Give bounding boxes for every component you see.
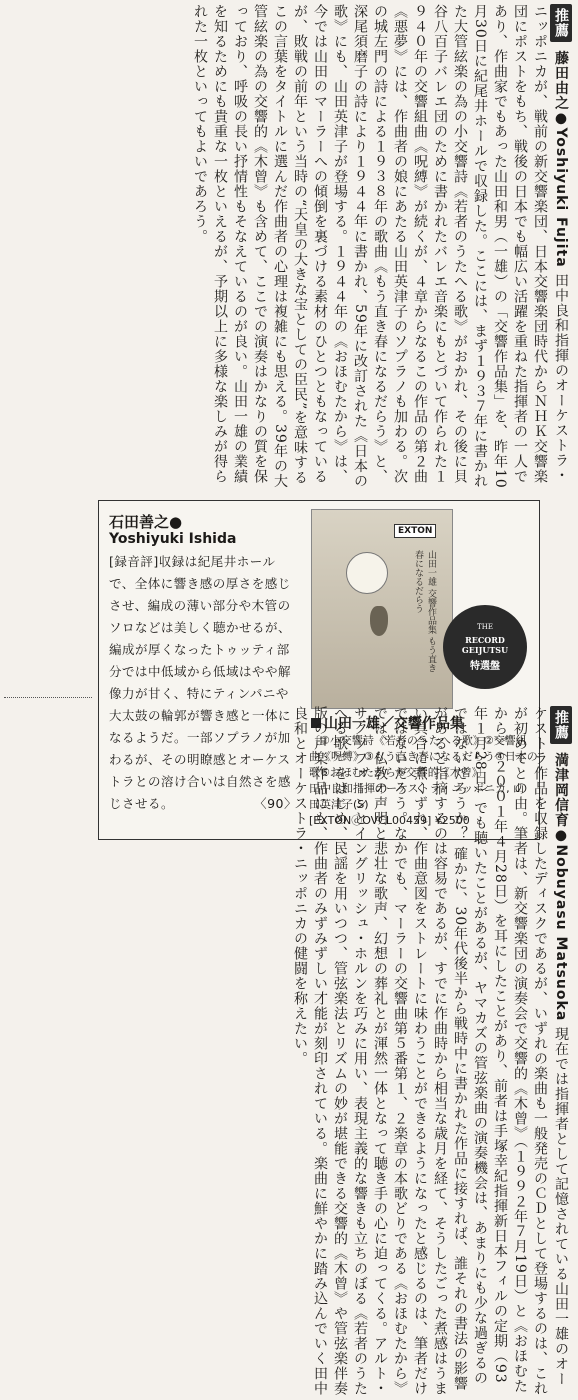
article-fujita xyxy=(6,4,572,494)
special-selection-seal xyxy=(443,605,527,689)
performers-line: 田英津子(S) xyxy=(309,798,369,811)
author-name: 藤田由之●Yoshiyuki Fujita xyxy=(553,50,569,268)
album-title-text: 山田一雄／交響作品集 xyxy=(324,716,464,732)
seal-text-bottom: 特選盤 xyxy=(470,661,500,672)
performers-line: 田中良和指揮オーケストラ・ニッポニカ, 山 xyxy=(309,782,525,795)
cd-jacket xyxy=(311,509,453,709)
flower-emblem-icon xyxy=(346,552,388,594)
author-name: 満津岡信育●Nobuyasu Matsuoka xyxy=(553,752,569,1022)
bird-icon xyxy=(370,606,388,636)
recommend-badge: 推薦 xyxy=(550,4,572,42)
section-divider xyxy=(4,697,92,698)
track-list-line: 〔①小交響詩《若者のうたへる歌》②交響組 xyxy=(309,734,527,747)
label-logo: EXTON xyxy=(394,524,436,538)
review-text: [録音評]収録は紀尾井ホールで、全体に響き感の厚さを感じさせ、編成の薄い部分や木管のソロなどは美しく聴かせるが、編成が厚くなったトゥッティ部分では中低域から低域はやや解像力が甘く、特にティンパニや大太鼓の輪郭が響き感と一体になるようだ。一部ソプラノが加わるが、その明瞭感とオーケストラとの溶け合いは自然さを感じさせる。 xyxy=(109,554,292,811)
review-score: 〈90〉 xyxy=(254,796,297,811)
track-list-line: 歌⑤おほむたから⑥交響的《木曾》〕 xyxy=(309,766,489,779)
track-list-line: 曲《呪縛》③もう直き春になるだらう④日本の xyxy=(309,750,538,763)
article-body: 現在では指揮者として記憶されている山田一雄のオーケストラ作品を収録したディスクであるが、いずれの楽曲も一般発売のＣＤとして登場するのは、これが初めてとの由。筆者は、新交響楽団の演奏会で交響的《木曾》（１９９２年７月19日）と《おほむたから》（２００１年４月28日）を耳にしたことがあり、前者は手塚幸紀指揮新日本フィルの定期（93年１月28日）でも聴いたことがあるが、ヤマカズの管弦楽曲の演奏機会は、あまりにも少な過ぎるのではないだろうか？ 確かに、30年代後半から戦時中に書かれた作品に接すれば、誰それの書法の影響があると指摘するのは容易であるが、すでに作曲時から相当な歳月を経て、そうしたごった煮感はうまい具合に煮くずれ、作曲意図をストレートに味わうことができるようになったと感じるのは、筆者だけではないだろう。なかでも、マーラーの交響曲第５番第１、２楽章の本歌どりである《おほむたから》では、仏教の声明と悲壮な歌声、幻想の葬礼とが渾然一体となって聴き手の心に迫ってくる。アルト・サクソフォーンとイングリッシュ・ホルンを巧みに用い、表現主義的な響きも立ちのぼる《若者のうたへる歌》をはじめ、民謡を用いつつ、管弦楽法とリズムの妙が堪能できる交響的《木曾》や管弦楽伴奏版の声楽作品にも、作曲者のみずみずしい才能が刻印されている。楽曲に鮮やかに踏み込んでいく田中良和とオーケストラ・ニッポニカの健闘を称えたい。 xyxy=(292,706,569,1396)
jacket-title: 山田一雄 交響作品集 もう直き春になるだらう xyxy=(413,550,436,673)
article-body: 田中良和指揮のオーケストラ・ニッポニカが、戦前の新交響楽団、日本交響楽団時代からＮＨＫ交響楽団にポストをもち、戦後の日本でも幅広い活躍を重ねた指揮者の一人であり、作曲家でもあった山田和男（一雄）の「交響作品集」を、昨年10月30日に紀尾井ホールで収録した。ここには、まず１９３７年に書かれた大管絃楽の為の小交響詩《若者のうたへる歌》がおかれ、その後に貝谷八百子バレエ団のために書かれたバレエ音楽にもとづいて作られた１９４０年の交響組曲《呪縛》が続くが、４章からなるこの作品の第２曲《悪夢》には、作曲者の娘にあたる山田英津子のソプラノも加わる。次の城左門の詩による１９３８年の歌曲《もう直き春になるだらう》と、深尾須磨子の詩により１９４４年に書かれ、59年に改訂された《日本の歌》にも、山田英津子が登場する。１９４４年の《おほむたから》は、今では山田のマーラーへの傾倒を裏づける素材のひとつともなっているが、敗戦の前年という当時の“天皇の大きな宝としての臣民”を意味するこの言葉をタイトルに選んだ作曲者の心理は複雑にも思える。39年の大管絃楽の為の交響的《木曾》も含めて、ここでの演奏はかなりの質を保っており、呼吸の長い抒情性もそなえているのが良い。山田一雄の業績を知るためにも貴重な一枚といえるが、予期以上に多様な楽しみが得られた一枚といってもよいであろう。 xyxy=(192,4,569,489)
reviewer-name: 石田善之● xyxy=(109,513,183,531)
seal-text-top: THE xyxy=(477,623,493,631)
seal-text-middle: RECORD GEIJUTSU xyxy=(461,635,509,655)
catalog-number: [EXTONⓓOVCL00459] ¥2500 xyxy=(309,814,470,827)
article-matsuoka xyxy=(6,706,572,1396)
recommend-badge: 推薦 xyxy=(550,706,572,744)
reviewer-roman-name: Yoshiyuki Ishida xyxy=(109,531,237,547)
